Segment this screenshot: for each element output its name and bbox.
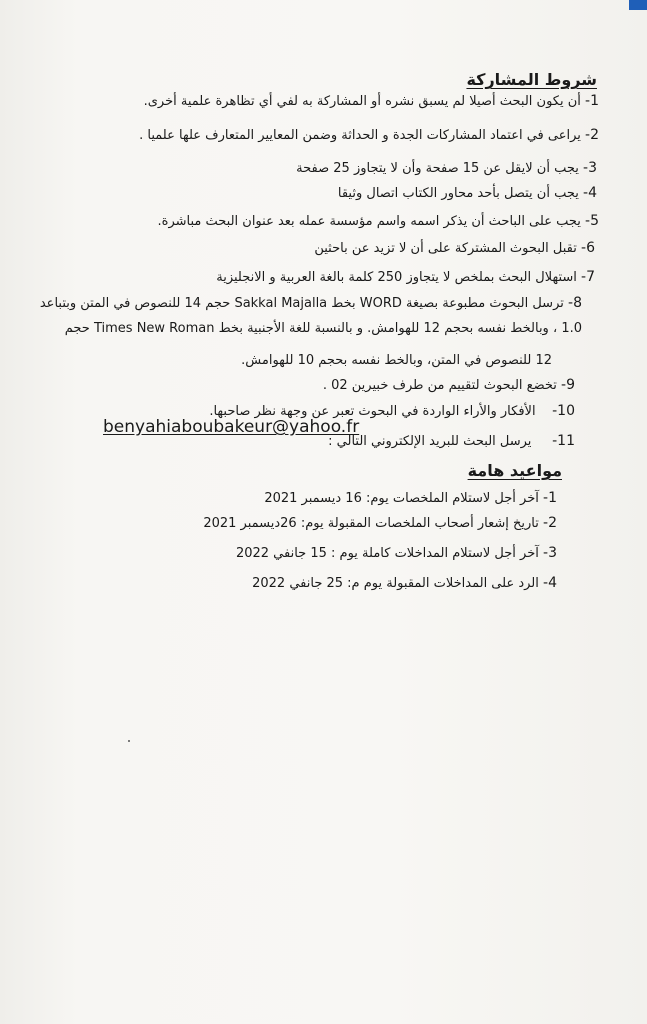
important-dates-heading: مواعيد هامة	[467, 461, 562, 480]
condition-number: 1-	[585, 93, 599, 109]
condition-text: يجب على الباحث أن يذكر اسمه واسم مؤسسة عمله بعد عنوان البحث مباشرة.	[157, 214, 581, 229]
date-item-2	[203, 514, 557, 533]
condition-item-8	[40, 294, 582, 313]
condition-item-5	[158, 212, 600, 231]
date-item-4	[252, 574, 557, 593]
date-text: آخر أجل لاستلام المداخلات كاملة يوم : 15 جانفي 2022	[235, 546, 539, 561]
condition-text: أن يكون البحث أصيلا لم يسبق نشره أو المشاركة به لفي أي تظاهرة علمية أخرى.	[143, 94, 581, 109]
condition-text: يجب أن لايقل عن 15 صفحة وأن لا يتجاوز 25 صفحة	[296, 161, 579, 176]
corner-color-mark	[629, 0, 647, 10]
condition-text: استهلال البحث بملخص لا يتجاوز 250 كلمة بالغة العربية و الانجليزية	[216, 270, 577, 285]
date-number: 3-	[543, 545, 557, 561]
condition-text: الأفكار والأراء الواردة في البحوث تعبر عن وجهة نظر صاحبها.	[209, 404, 536, 419]
condition-text: يراعى في اعتماد المشاركات الجدة و الحداثة وضمن المعايير المتعارف علها علميا .	[139, 128, 581, 143]
condition-item-8-continuation-2: 12 للنصوص في المتن، وبالخط نفسه بحجم 10 للهوامش.	[241, 353, 552, 368]
condition-text: تقبل البحوث المشتركة على أن لا تزيد عن باحثين	[314, 241, 577, 256]
condition-item-3	[296, 159, 597, 178]
date-number: 1-	[543, 490, 557, 506]
date-item-3	[236, 544, 557, 563]
date-number: 4-	[543, 575, 557, 591]
condition-text: تخضع البحوث لتقييم من طرف خبيرين 02 .	[322, 378, 557, 393]
date-text: آخر أجل لاستلام الملخصات يوم: 16 ديسمبر 2021	[264, 491, 539, 506]
condition-item-8-continuation-1: 1.0 ، وبالخط نفسه بحجم 12 للهوامش. و بالنسبة للغة الأجنبية بخط Times New Roman حجم	[64, 321, 582, 336]
condition-number: 11-	[552, 433, 575, 449]
condition-number: 6-	[581, 240, 595, 256]
condition-item-1	[144, 92, 599, 111]
date-text: الرد على المداخلات المقبولة يوم م: 25 جانفي 2022	[252, 576, 539, 591]
condition-item-7	[216, 268, 595, 287]
date-item-1	[264, 489, 557, 508]
condition-number: 9-	[561, 377, 575, 393]
condition-text: يجب أن يتصل بأحد محاور الكتاب اتصال وثيقا	[337, 186, 579, 201]
condition-text: يرسل البحث للبريد الإلكتروني التالي :	[328, 434, 532, 449]
condition-text: ترسل البحوث مطبوعة بصيغة WORD بخط Sakkal Majalla حجم 14 للنصوص في المتن وبتباعد	[39, 296, 564, 311]
condition-number: 7-	[581, 269, 595, 285]
condition-number: 10-	[552, 403, 575, 419]
conditions-heading: شروط المشاركة	[466, 70, 597, 89]
condition-item-4	[338, 184, 597, 203]
condition-number: 2-	[585, 127, 599, 143]
date-number: 2-	[543, 515, 557, 531]
condition-number: 8-	[568, 295, 582, 311]
date-text: تاريخ إشعار أصحاب الملخصات المقبولة يوم: 26ديسمبر 2021	[203, 516, 539, 531]
condition-item-11	[328, 432, 575, 451]
condition-item-2	[139, 126, 599, 145]
condition-number: 3-	[583, 160, 597, 176]
condition-number: 4-	[583, 185, 597, 201]
condition-item-9	[323, 376, 575, 395]
scan-speck	[128, 740, 130, 742]
condition-number: 5-	[585, 213, 599, 229]
submission-email-link[interactable]: benyahiaboubakeur@yahoo.fr	[103, 417, 360, 437]
condition-item-6	[314, 239, 595, 258]
